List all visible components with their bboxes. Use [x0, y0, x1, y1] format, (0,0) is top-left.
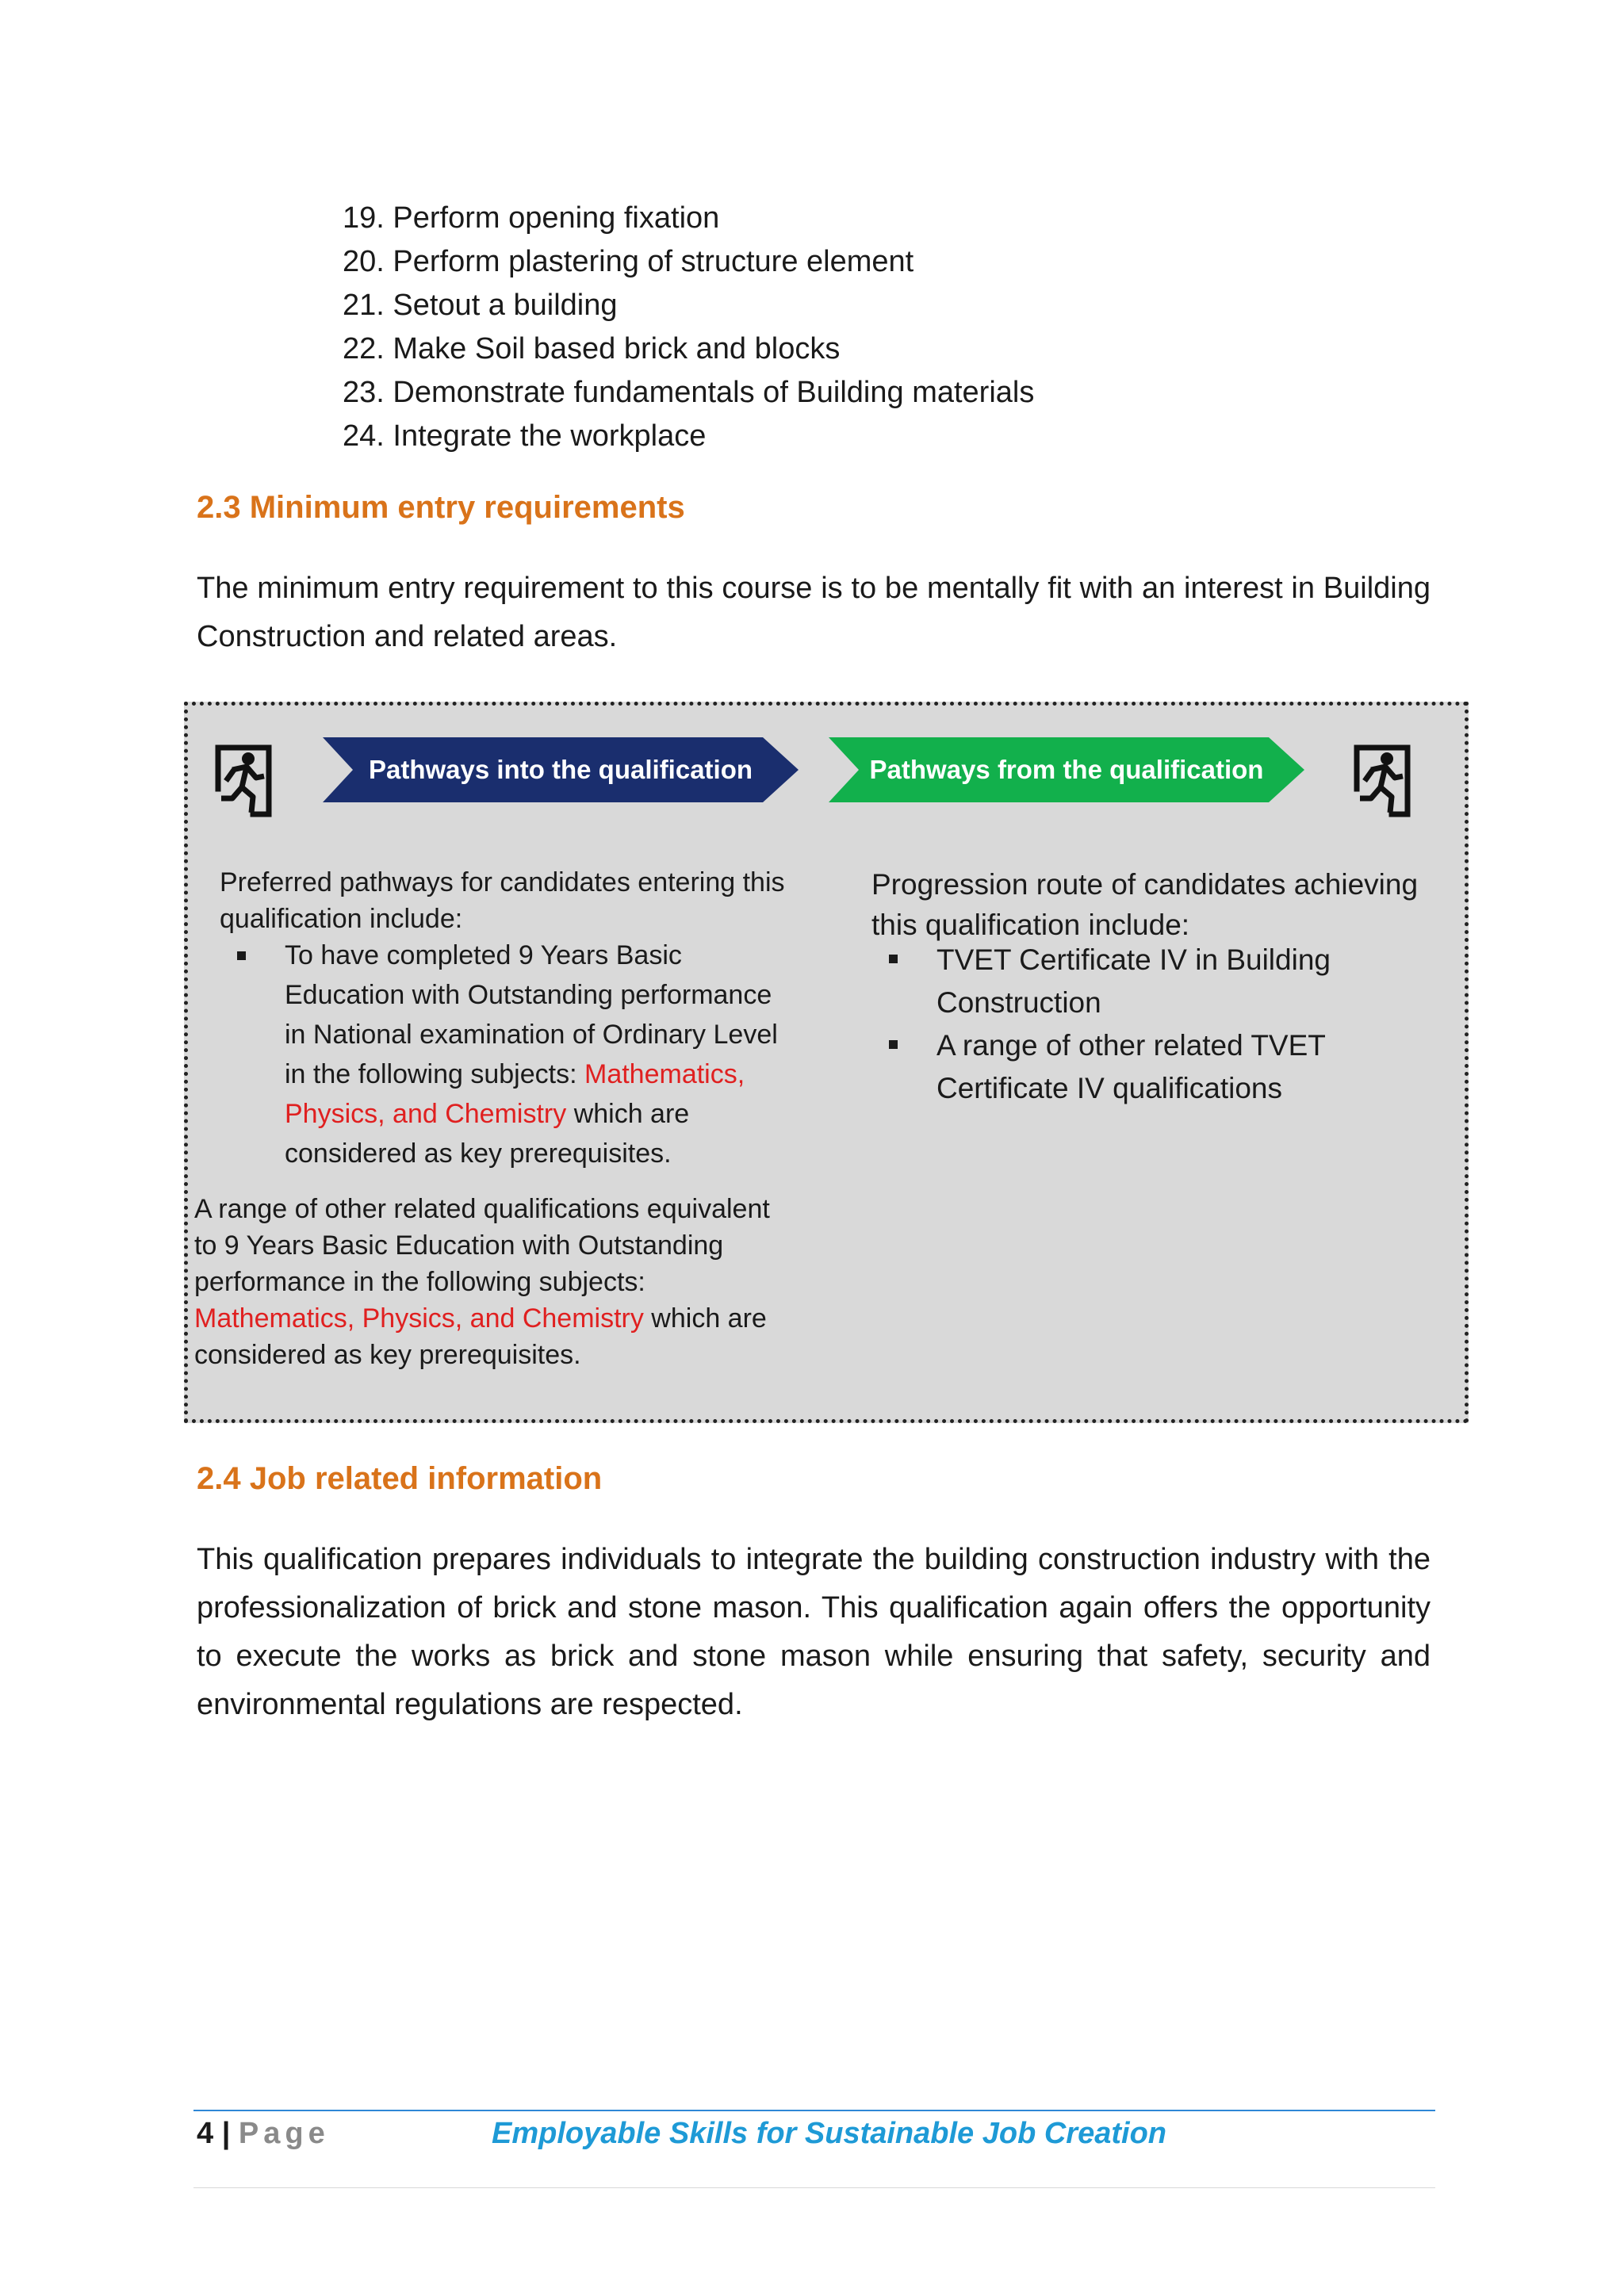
footer-bottom-rule [193, 2187, 1435, 2188]
pathways-from-intro: Progression route of candidates achieving this qualification include: [871, 868, 1419, 941]
page-word: Page [238, 2117, 330, 2150]
section-heading-entry-requirements: 2.3 Minimum entry requirements [197, 490, 685, 525]
pathways-into-arrow [323, 737, 799, 802]
pathways-box [184, 702, 1469, 1423]
square-bullet-icon [889, 955, 898, 963]
section-heading-job-information: 2.4 Job related information [197, 1461, 603, 1496]
list-item: 20. Perform plastering of structure element [343, 245, 914, 278]
pathways-into-other [194, 1191, 797, 1373]
continued-numbered-list [343, 197, 1034, 458]
square-bullet-icon [889, 1040, 898, 1049]
page-number-value: 4 [197, 2117, 214, 2150]
bullet-text: TVET Certificate IV in Building Construction [936, 943, 1331, 1019]
pathways-from-bullets [936, 939, 1381, 1110]
list-item: 23. Demonstrate fundamentals of Building materials [343, 376, 1035, 409]
entry-requirements-paragraph: The minimum entry requirement to this course is to be mentally fit with an interest in Building Construction and related areas. [197, 572, 1431, 653]
square-bullet-icon [237, 951, 246, 960]
list-item [285, 936, 792, 1173]
job-information-paragraph: This qualification prepares individuals to integrate the building construction industry with the professionalization of brick and stone mason. This qualification again offers the opportunity to execute the works as brick and stone mason while ensuring that safety, security and environmental regulations are respected. [197, 1543, 1431, 1721]
other-highlight: Mathematics, Physics, and Chemistry [194, 1303, 644, 1334]
list-item: 22. Make Soil based brick and blocks [343, 332, 841, 365]
other-text: A range of other related qualifications equivalent to 9 Years Basic Education with Outstanding performance in the following subjects: [194, 1194, 770, 1297]
page-number [197, 2117, 330, 2151]
pathways-into-intro: Preferred pathways for candidates entering this qualification include: [220, 867, 785, 934]
pathways-from-arrow [829, 737, 1304, 802]
emergency-exit-runner-icon [212, 741, 275, 821]
bullet-text: A range of other related TVET Certificate IV qualifications [936, 1029, 1326, 1104]
pathways-into-bullets [285, 936, 792, 1173]
bullet-highlight: Mathematics, Physics, and Chemistry [285, 1059, 745, 1129]
pathways-from-label: Pathways from the qualification [869, 755, 1264, 784]
pathways-from-column [871, 864, 1442, 945]
bullet-tail: which are considered as key prerequisites. [285, 1099, 690, 1169]
footer-top-rule [193, 2110, 1435, 2111]
pathways-into-label: Pathways into the qualification [368, 755, 753, 784]
footer-title: Employable Skills for Sustainable Job Creation [492, 2117, 1166, 2150]
emergency-exit-runner-icon [1350, 741, 1414, 821]
list-item: 21. Setout a building [343, 289, 618, 322]
list-item: 24. Integrate the workplace [343, 419, 707, 453]
other-tail: which are considered as key prerequisites. [194, 1303, 767, 1370]
list-item [936, 1024, 1381, 1110]
page-separator: | [221, 2117, 231, 2150]
list-item: 19. Perform opening fixation [343, 201, 720, 235]
list-item [936, 939, 1381, 1024]
bullet-text: To have completed 9 Years Basic Education with Outstanding performance in National examination of Ordinary Level in the following subjects: [285, 940, 778, 1089]
pathways-into-column [220, 864, 791, 937]
